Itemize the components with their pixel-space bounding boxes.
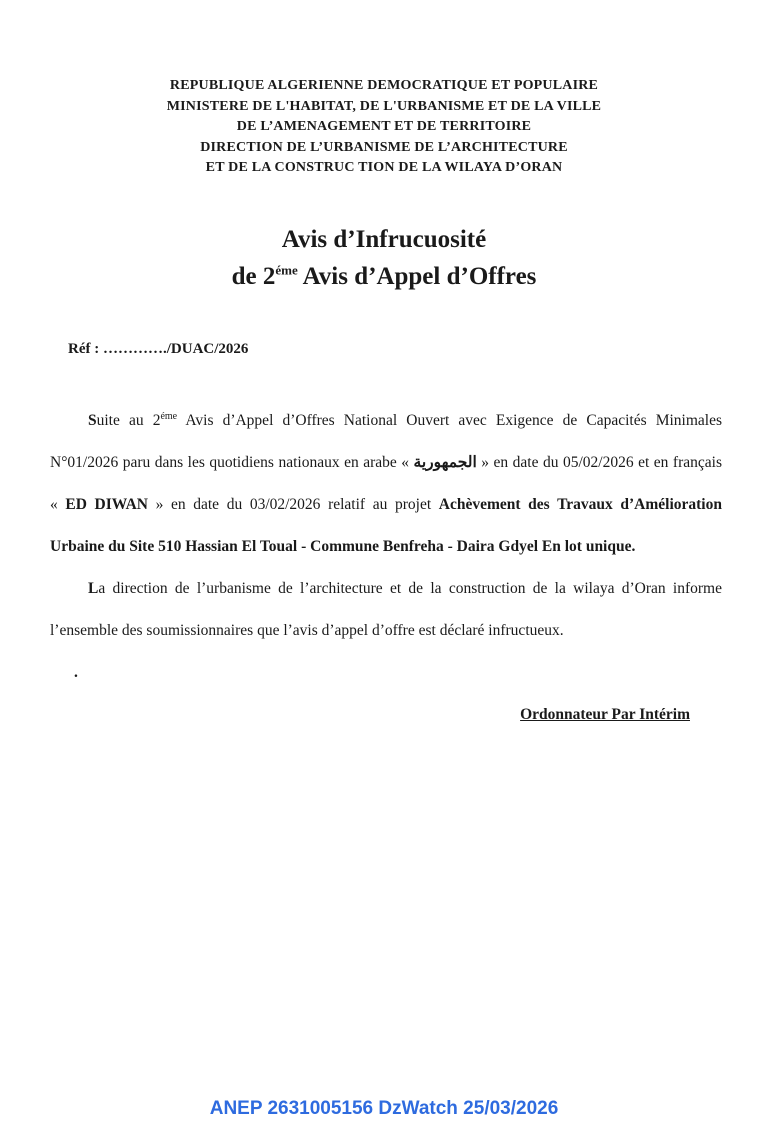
text-segment: uite au 2	[96, 411, 161, 429]
lead-capital: L	[88, 579, 99, 597]
signature-title: Ordonnateur Par Intérim	[520, 705, 690, 723]
paragraph-1	[50, 400, 722, 568]
title-line-2	[0, 258, 768, 295]
letterhead-line-wilaya: ET DE LA CONSTRUC TION DE LA WILAYA D’ORAN	[205, 160, 563, 176]
french-journal-name: ED DIWAN	[65, 495, 148, 513]
letterhead-line-direction: DIRECTION DE L’URBANISME DE L’ARCHITECTURE	[200, 139, 568, 155]
letterhead	[0, 0, 768, 179]
arabic-journal-name: الجمهورية	[413, 453, 477, 471]
letterhead-line-ministry: MINISTERE DE L'HABITAT, DE L'URBANISME ET DE LA VILLE	[166, 98, 602, 114]
title-ordinal-superscript: éme	[275, 262, 298, 278]
title-line-2-suffix: Avis d’Appel d’Offres	[297, 262, 537, 290]
letterhead-line-amenagement: DE L’AMENAGEMENT ET DE TERRITOIRE	[236, 119, 532, 135]
paragraph-2	[50, 568, 722, 652]
stray-dot: .	[74, 663, 78, 681]
title-line-1: Avis d’Infrucuosité	[281, 225, 487, 253]
ordinal-superscript: éme	[160, 410, 178, 422]
document-title	[0, 221, 768, 295]
text-segment: a direction de l’urbanisme de l’architecture et de la construction de la wilaya d’Oran informe l’ensemble des soumissionnaires que l’avis d’appel d’offre est déclaré infructueux.	[50, 579, 722, 639]
title-line-2-prefix: de 2	[231, 262, 276, 290]
signature-block	[50, 694, 690, 736]
document-body	[50, 400, 722, 736]
anep-footer-line: ANEP 2631005156 DzWatch 25/03/2026	[209, 1098, 559, 1119]
lead-capital: S	[88, 411, 97, 429]
letterhead-line-republic: REPUBLIQUE ALGERIENNE DEMOCRATIQUE ET POPULAIRE	[169, 78, 599, 93]
project-title: Achèvement des Travaux d’Amélioration Urbaine du Site 510 Hassian El Toual - Commune Benfreha - Daira Gdyel En lot unique.	[50, 495, 722, 555]
text-segment: » en date du 05/02/2026 et en français «	[50, 453, 722, 513]
reference-number: Réf : …………./DUAC/2026	[68, 340, 249, 357]
text-segment: » en date du 03/02/2026 relatif au projet	[147, 495, 439, 513]
text-segment: Avis d’Appel d’Offres National Ouvert avec Exigence de Capacités Minimales N°01/2026 paru dans les quotidiens nationaux en arabe «	[50, 411, 723, 471]
